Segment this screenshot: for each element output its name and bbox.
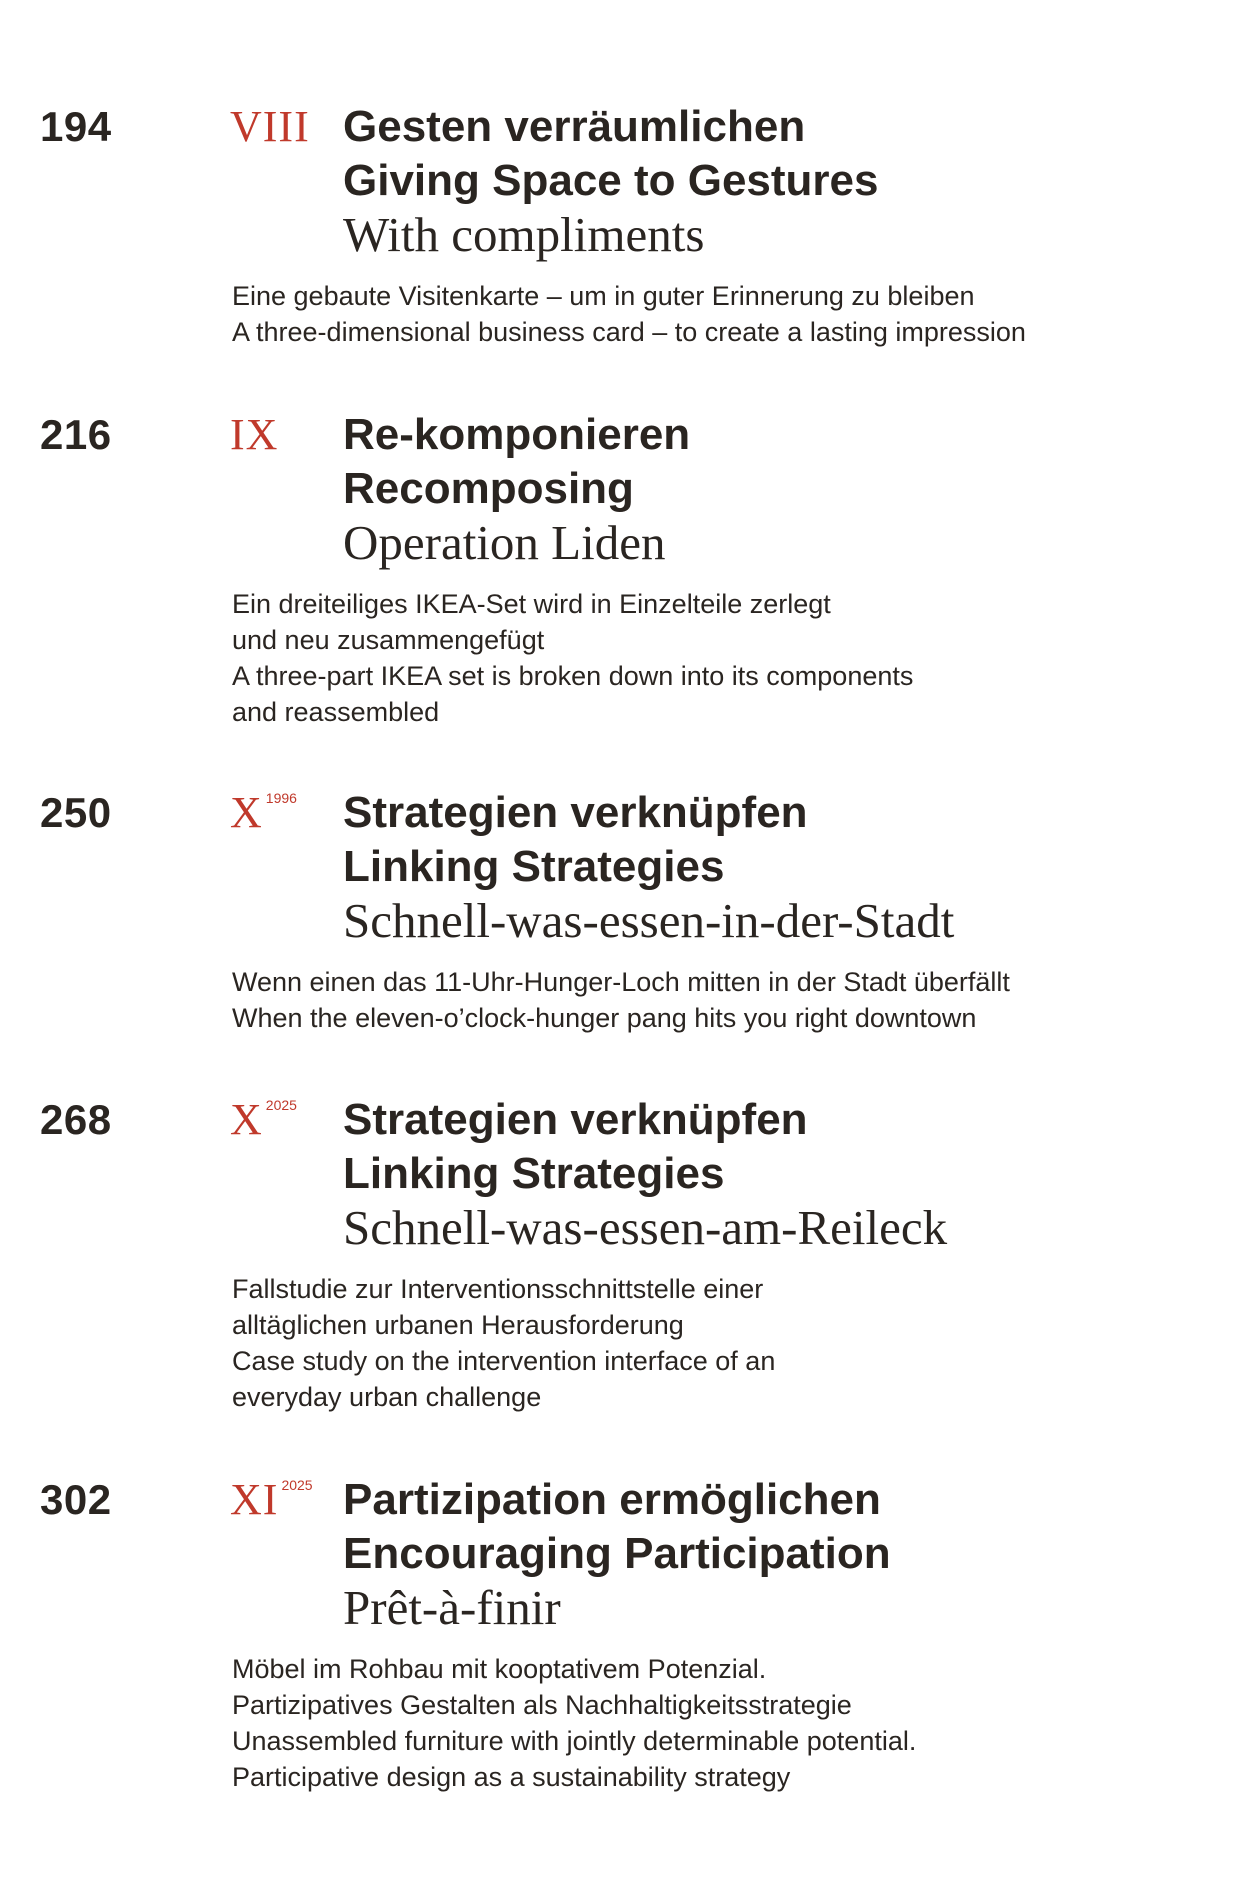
chapter-titles — [343, 408, 690, 570]
chapter-roman-numeral: XI — [230, 1475, 279, 1524]
chapter-number — [230, 1093, 297, 1147]
title-german: Partizipation ermöglichen — [343, 1475, 881, 1524]
chapter-titles — [343, 786, 954, 948]
page-number: 268 — [40, 1096, 112, 1143]
title-german: Strategien verknüpfen — [343, 788, 808, 837]
description-line: Möbel im Rohbau mit kooptativem Potenzial. — [232, 1654, 767, 1684]
description-line: Wenn einen das 11-Uhr-Hunger-Loch mitten in der Stadt überfällt — [232, 967, 1010, 997]
chapter-description — [232, 964, 1010, 1036]
title-english: Giving Space to Gestures — [343, 156, 879, 205]
description-line: A three-dimensional business card – to create a lasting impression — [232, 317, 1026, 347]
title-english: Recomposing — [343, 464, 634, 513]
title-german: Strategien verknüpfen — [343, 1095, 808, 1144]
description-line: Eine gebaute Visitenkarte – um in guter Erinnerung zu bleiben — [232, 281, 975, 311]
description-line: Partizipatives Gestalten als Nachhaltigkeitsstrategie — [232, 1690, 852, 1720]
chapter-description — [232, 1271, 775, 1415]
chapter-number — [230, 1473, 313, 1527]
description-line: Participative design as a sustainability strategy — [232, 1762, 791, 1792]
description-line: Fallstudie zur Interventionsschnittstelle einer — [232, 1274, 764, 1304]
chapter-titles — [343, 100, 879, 262]
chapter-number — [230, 100, 313, 154]
description-line: When the eleven-o’clock-hunger pang hits you right downtown — [232, 1003, 977, 1033]
page-number: 302 — [40, 1476, 112, 1523]
description-line: A three-part IKEA set is broken down into its components — [232, 661, 914, 691]
chapter-roman-numeral: VIII — [230, 102, 310, 151]
chapter-number — [230, 786, 297, 840]
page-number: 250 — [40, 789, 112, 836]
chapter-description — [232, 586, 913, 730]
page-number: 194 — [40, 103, 112, 150]
project-title: Schnell-was-essen-in-der-Stadt — [343, 893, 955, 948]
chapter-year: 2025 — [265, 1097, 297, 1113]
chapter-roman-numeral: X — [230, 1095, 263, 1144]
project-title: Operation Liden — [343, 515, 666, 570]
page-number: 216 — [40, 411, 112, 458]
project-title: Prêt-à-finir — [343, 1580, 561, 1635]
title-german: Re-komponieren — [343, 410, 691, 459]
chapter-roman-numeral: X — [230, 788, 263, 837]
chapter-year: 1996 — [265, 790, 297, 806]
chapter-titles — [343, 1093, 947, 1255]
title-english: Linking Strategies — [343, 842, 725, 891]
chapter-description — [232, 1651, 916, 1795]
chapter-titles — [343, 1473, 891, 1635]
description-line: Case study on the intervention interface of an — [232, 1346, 776, 1376]
chapter-roman-numeral: IX — [230, 410, 279, 459]
description-line: Unassembled furniture with jointly determinable potential. — [232, 1726, 917, 1756]
chapter-number — [230, 408, 281, 462]
description-line: and reassembled — [232, 697, 440, 727]
description-line: everyday urban challenge — [232, 1382, 542, 1412]
title-german: Gesten verräumlichen — [343, 102, 806, 151]
description-line: alltäglichen urbanen Herausforderung — [232, 1310, 684, 1340]
chapter-description — [232, 278, 1026, 350]
chapter-year: 2025 — [281, 1477, 313, 1493]
project-title: Schnell-was-essen-am-Reileck — [343, 1200, 948, 1255]
title-english: Encouraging Participation — [343, 1529, 891, 1578]
description-line: Ein dreiteiliges IKEA-Set wird in Einzelteile zerlegt — [232, 589, 831, 619]
project-title: With compliments — [343, 207, 705, 262]
title-english: Linking Strategies — [343, 1149, 725, 1198]
description-line: und neu zusammengefügt — [232, 625, 545, 655]
